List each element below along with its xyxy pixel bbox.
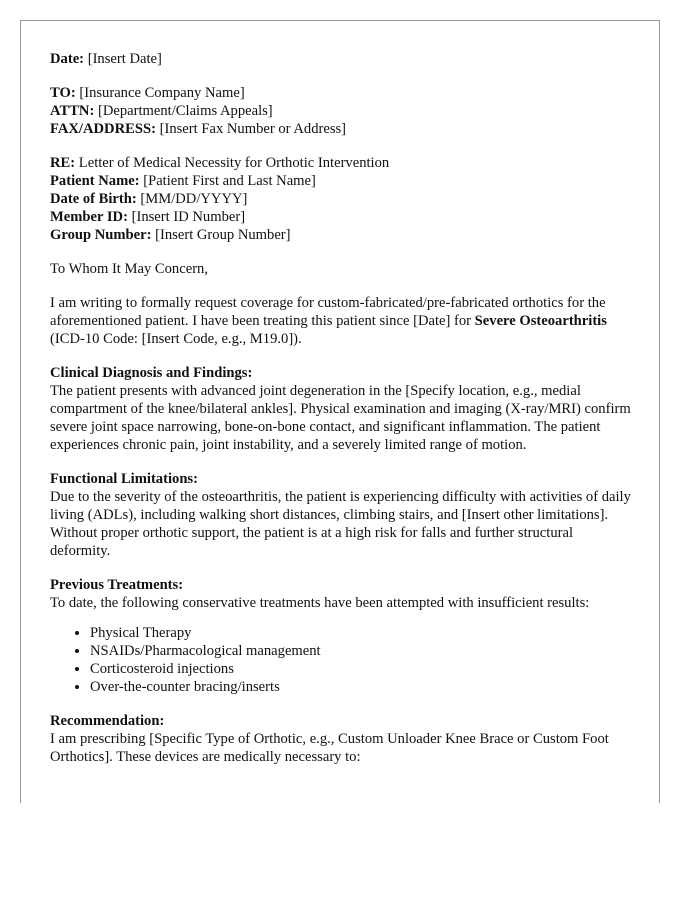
intro-diagnosis: Severe Osteoarthritis (474, 313, 607, 329)
attn-value: [Department/Claims Appeals] (97, 103, 273, 119)
patient-name-label: Patient Name: (50, 173, 140, 189)
member-id-label: Member ID: (50, 209, 128, 225)
to-line (50, 84, 636, 102)
patient-name-line (50, 172, 636, 190)
fax-line (50, 120, 636, 138)
intro-paragraph (50, 294, 636, 348)
clinical-heading-text: Clinical Diagnosis and Findings: (50, 365, 253, 381)
to-value: [Insurance Company Name] (79, 85, 245, 101)
letter-body (50, 50, 636, 766)
dob-value: [MM/DD/YYYY] (140, 191, 248, 207)
treatments-list (50, 624, 636, 696)
dob-label: Date of Birth: (50, 191, 137, 207)
previous-heading (50, 576, 636, 594)
intro-text-2: (ICD-10 Code: [Insert Code, e.g., M19.0]). (50, 331, 302, 347)
intro-text-1: I am writing to formally request coverage for custom-fabricated/pre-fabricated orthotics for the aforementioned patient. I have been treating this patient since [Date] for (50, 295, 606, 329)
dob-line (50, 190, 636, 208)
fax-label: FAX/ADDRESS: (50, 121, 156, 137)
previous-heading-text: Previous Treatments: (50, 577, 184, 593)
attn-line (50, 102, 636, 120)
functional-text: Due to the severity of the osteoarthritis, the patient is experiencing difficulty with activities of daily living (ADLs), including walking short distances, climbing stairs, and [Insert other limitations]. Without proper orthotic support, the patient is at a high risk for falls and further structural deformity. (50, 489, 631, 559)
date-line (50, 50, 636, 68)
salutation: To Whom It May Concern, (50, 261, 208, 277)
recommendation-text: I am prescribing [Specific Type of Orthotic, e.g., Custom Unloader Knee Brace or Custom Foot Orthotics]. These devices are medically necessary to: (50, 731, 609, 765)
list-item: • Corticosteroid injections (90, 660, 636, 678)
clinical-heading (50, 364, 636, 382)
list-item: • Physical Therapy (90, 624, 636, 642)
re-value: Letter of Medical Necessity for Orthotic Intervention (78, 155, 390, 171)
attn-label: ATTN: (50, 103, 95, 119)
previous-text: To date, the following conservative treatments have been attempted with insufficient results: (50, 595, 590, 611)
letter-page (20, 20, 660, 803)
functional-heading (50, 470, 636, 488)
date-value: [Insert Date] (87, 51, 162, 67)
clinical-text: The patient presents with advanced joint degeneration in the [Specify location, e.g., medial compartment of the knee/bilateral ankles]. Physical examination and imaging (X-ray/MRI) confirm severe joint space narrowing, bone-on-bone contact, and significant inflammation. The patient experiences chronic pain, joint instability, and a severely limited range of motion. (50, 383, 631, 453)
functional-heading-text: Functional Limitations: (50, 471, 198, 487)
recommendation-heading-text: Recommendation: (50, 713, 165, 729)
to-label: TO: (50, 85, 76, 101)
fax-value: [Insert Fax Number or Address] (159, 121, 347, 137)
member-id-line (50, 208, 636, 226)
recommendation-heading (50, 712, 636, 730)
list-item: • NSAIDs/Pharmacological management (90, 642, 636, 660)
member-id-value: [Insert ID Number] (131, 209, 246, 225)
re-line (50, 154, 636, 172)
patient-name-value: [Patient First and Last Name] (143, 173, 316, 189)
group-number-value: [Insert Group Number] (155, 227, 291, 243)
group-number-line (50, 226, 636, 244)
group-number-label: Group Number: (50, 227, 152, 243)
list-item: • Over-the-counter bracing/inserts (90, 678, 636, 696)
re-label: RE: (50, 155, 76, 171)
date-label: Date: (50, 51, 85, 67)
